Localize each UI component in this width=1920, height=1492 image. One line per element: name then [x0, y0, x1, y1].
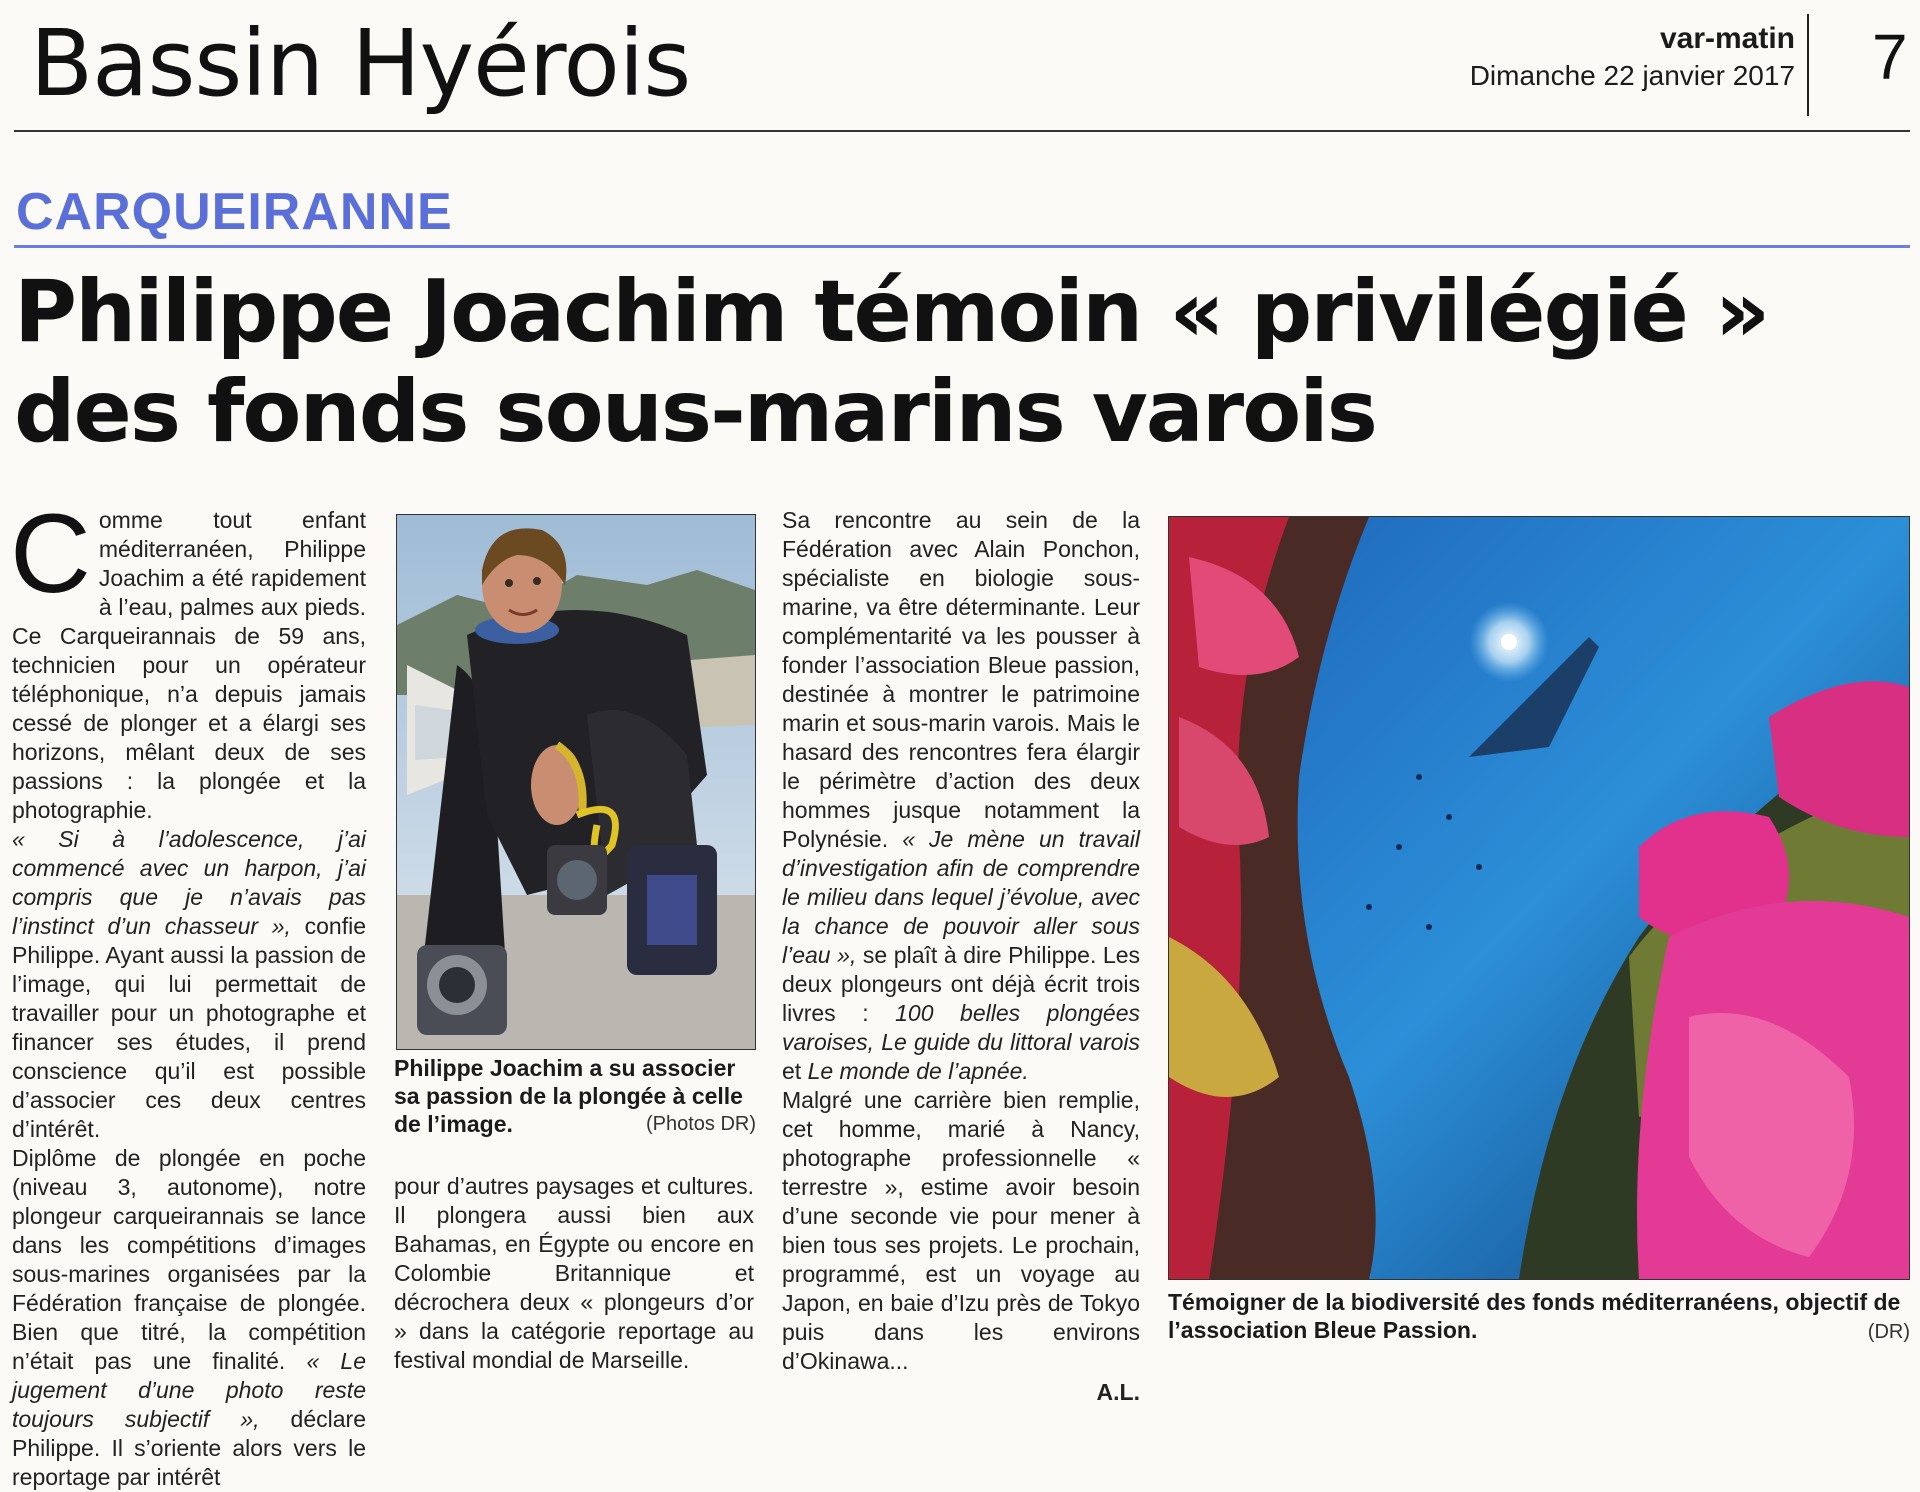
- article-column-2: [394, 1172, 754, 1375]
- article-kicker: CARQUEIRANNE: [16, 183, 453, 241]
- coral-photo-caption: [1168, 1288, 1910, 1346]
- publication-date: Dimanche 22 janvier 2017: [1469, 60, 1795, 91]
- col3-para-3: Malgré une carrière bien remplie, cet homme, marié à Nancy, photographe professionnelle « terrestre », estime avoir besoin d’une seconde vie pour mener à bien tous ses projets. Le prochain, programmé, est un voyage au Japon, en baie d’Izu près de Tokyo puis dans les environs d’Okinawa...: [782, 1087, 1140, 1374]
- portrait-caption-text: Philippe Joachim a su associer sa passion de la plongée à celle de l’image.: [394, 1055, 743, 1137]
- header-rule: [14, 130, 1910, 132]
- coral-caption-text: Témoigner de la biodiversité des fonds méditerranéens, objectif de l’association Bleue Passion.: [1168, 1289, 1901, 1343]
- col2-para: pour d’autres paysages et cultures. Il plongera aussi bien aux Bahamas, en Égypte ou encore en Colombie Britannique et décrochera deux « plongeurs d’or » dans la catégorie reportage au festival mondial de Marseille.: [394, 1173, 754, 1373]
- col3-para-2: se plaît à dire Philippe. Les deux plongeurs ont déjà écrit trois livres :: [782, 942, 1141, 1026]
- section-title: Bassin Hyérois: [30, 10, 691, 117]
- article-headline: [14, 262, 1894, 462]
- author-signature: A.L.: [1096, 1379, 1140, 1405]
- article-column-3: [782, 506, 1140, 1407]
- col1-para-3: Diplôme de plongée en poche (niveau 3, autonome), notre plongeur carqueirannais se lance dans les compétitions d’images sous-marines organisées par la Fédération française de plongée. Bien que titré, la compétition n’était pas une finalité.: [12, 1145, 366, 1374]
- masthead-divider: [1807, 14, 1809, 116]
- col1-quote-2: « Le jugement d’une photo reste toujours subjectif »,: [12, 1348, 366, 1432]
- article-column-1: [10, 491, 367, 1492]
- newspaper-name: var-matin: [1659, 22, 1795, 55]
- col1-para-1: omme tout enfant méditerranéen, Philippe Joachim a été rapidement à l’eau, palmes aux pieds. Ce Carqueirannais de 59 ans, technicien pour un opérateur téléphonique, n’a depuis jamais cessé de plonger et a élargi ses horizons, mêlant deux de ses passions : la plongée et la photographie.: [12, 507, 366, 823]
- portrait-photo-caption: [394, 1054, 756, 1138]
- col3-para-1: Sa rencontre au sein de la Fédération avec Alain Ponchon, spécialiste en biologie sous-marine, va être déterminante. Leur complémentarité va les pousser à fonder l’association Bleue passion, destinée à montrer le patrimoine marin et sous-marin varois. Mais le hasard des rencontres fera élargir le périmètre d’action des deux hommes jusque notamment la Polynésie.: [782, 507, 1140, 852]
- drop-cap: C: [10, 491, 91, 616]
- col3-quote: « Je mène un travail d’investigation afin de comprendre le milieu dans lequel j’évolue, avec la chance de pouvoir aller sous l’eau »,: [782, 826, 1140, 968]
- col1-para-4: déclare Philippe. Il s’oriente alors vers le reportage par intérêt: [12, 1406, 366, 1490]
- diver-portrait-photo: [396, 514, 756, 1050]
- book-title-1: 100 belles plongées varoises,: [782, 1000, 1141, 1055]
- kicker-rule: [14, 245, 1910, 248]
- col1-quote-1: « Si à l’adolescence, j’ai commencé avec un harpon, j’ai compris que je n’avais pas l’instinct d’un chasseur »,: [12, 826, 366, 939]
- book-title-3: Le monde de l’apnée.: [807, 1058, 1029, 1084]
- headline-line-1: Philippe Joachim témoin « privilégié »: [14, 262, 1769, 362]
- page-number: 7: [1872, 21, 1908, 93]
- book-title-2: Le guide du littoral varois: [881, 1029, 1141, 1055]
- col1-para-2: confie Philippe. Ayant aussi la passion de l’image, qui lui permettait de travailler pour un photographe et financer ses études, il prend conscience qu’il est possible d’associer ces deux centres d’intérêt.: [12, 913, 367, 1142]
- portrait-photo-credit: (Photos DR): [645, 1113, 756, 1135]
- col3-and: et: [782, 1058, 808, 1084]
- coral-photo-credit: (DR): [1867, 1321, 1910, 1343]
- underwater-coral-photo: [1168, 516, 1910, 1280]
- headline-line-2: des fonds sous-marins varois: [14, 362, 1376, 462]
